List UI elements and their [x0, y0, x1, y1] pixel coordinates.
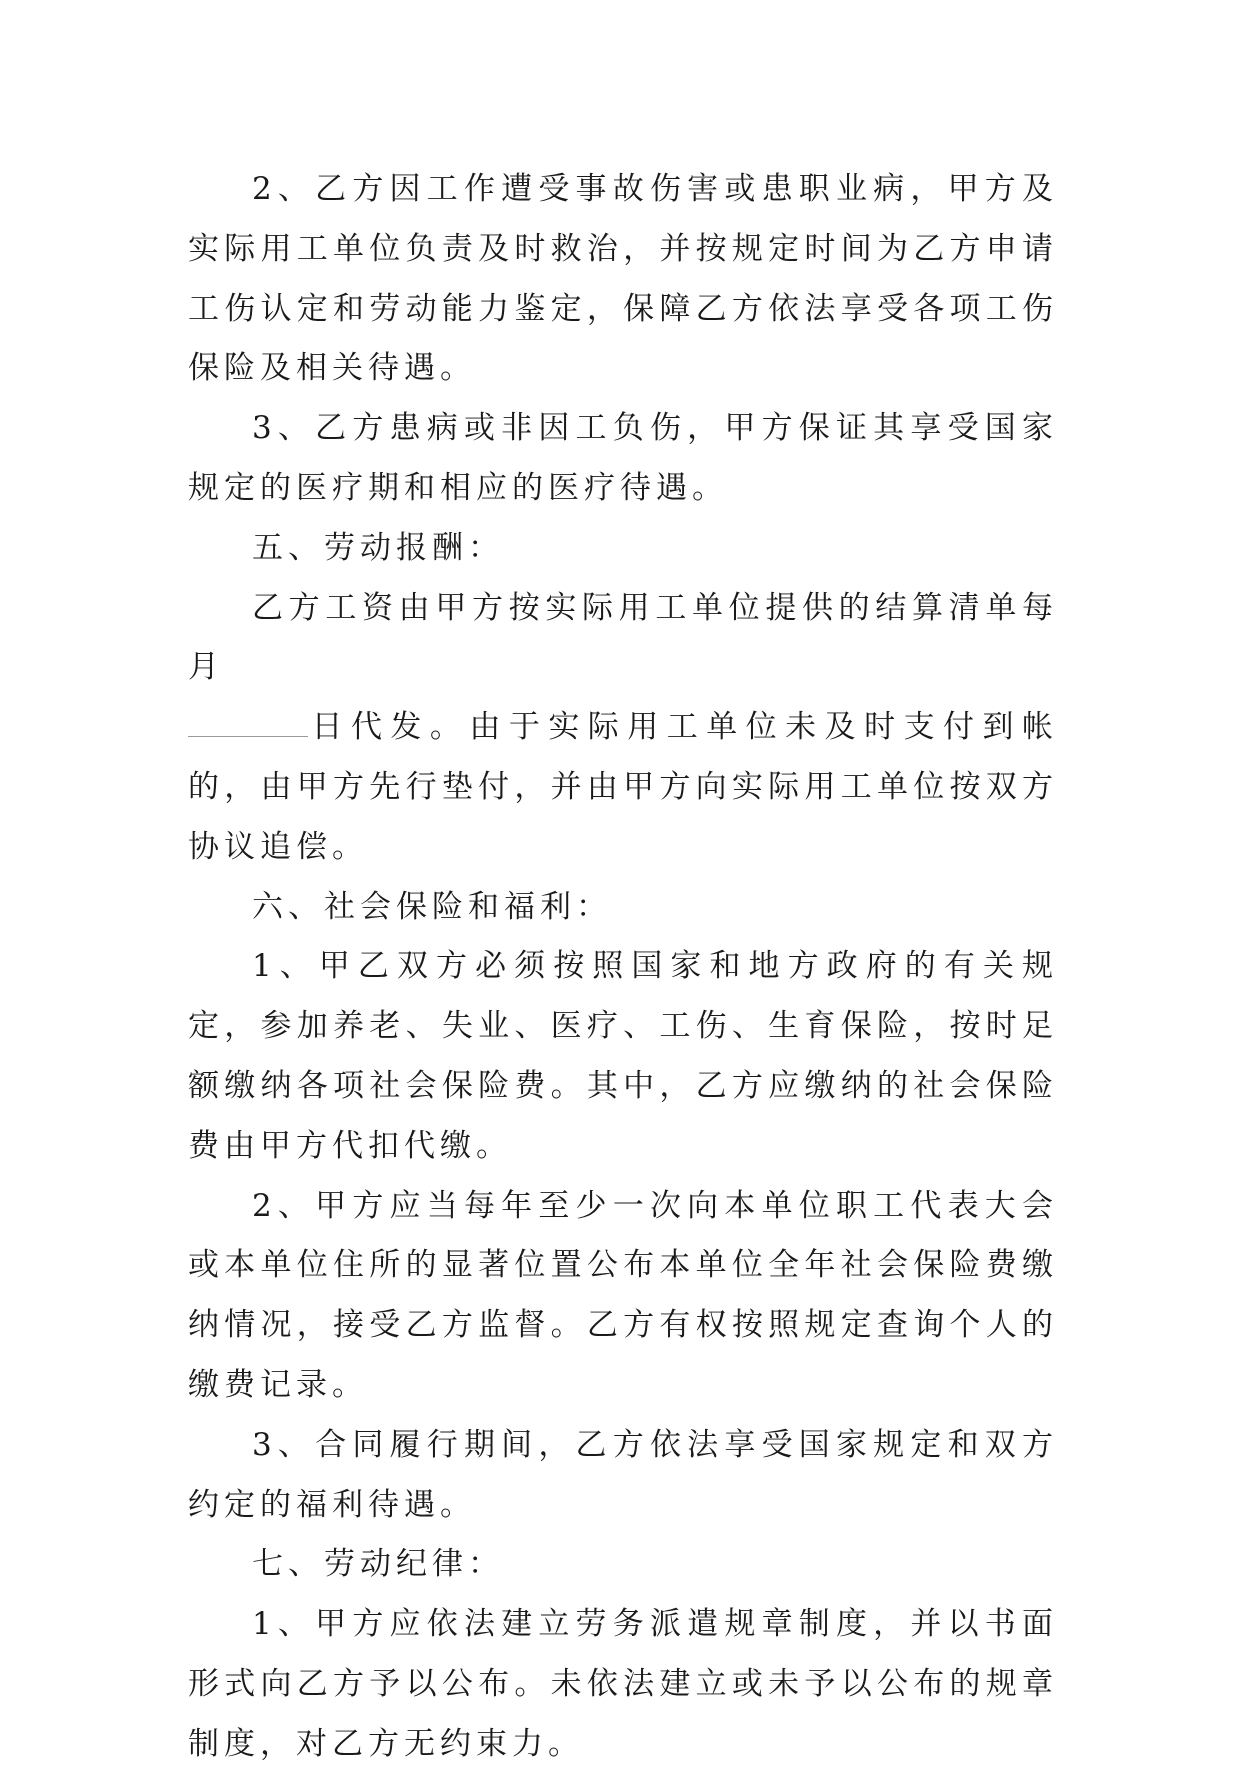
paragraph-welfare: 3、合同履行期间，乙方依法享受国家规定和双方约定的福利待遇。: [188, 1426, 1058, 1523]
paragraph-wage-payment: [188, 579, 1058, 878]
wage-payment-text-a: 乙方工资由甲方按实际用工单位提供的结算清单每月: [188, 589, 1058, 686]
paragraph-insurance-disclosure: 2、甲方应当每年至少一次向本单位职工代表大会或本单位住所的显著位置公布本单位全年社会保险费缴纳情况，接受乙方监督。乙方有权按照规定查询个人的缴费记录。: [188, 1187, 1058, 1403]
document-body: [188, 160, 1058, 1775]
wage-payment-text-b: 日代发。由于实际用工单位未及时支付到帐的，由甲方先行垫付，并由甲方向实际用工单位按双方协议追偿。: [188, 709, 1058, 865]
paragraph-insurance-contribution: 1、甲乙双方必须按照国家和地方政府的有关规定，参加养老、失业、医疗、工伤、生育保险，按时足额缴纳各项社会保险费。其中，乙方应缴纳的社会保险费由甲方代扣代缴。: [188, 948, 1058, 1164]
section-heading-remuneration: 五、劳动报酬：: [252, 529, 504, 566]
section-heading-labor-discipline: 七、劳动纪律：: [252, 1546, 504, 1583]
paragraph-illness-medical: 3、乙方患病或非因工负伤，甲方保证其享受国家规定的医疗期和相应的医疗待遇。: [188, 410, 1058, 506]
section-heading-social-insurance: 六、社会保险和福利：: [252, 888, 612, 925]
pay-day-blank: [188, 700, 308, 737]
paragraph-rules-publication: 1、甲方应依法建立劳务派遣规章制度，并以书面形式向乙方予以公布。未依法建立或未予以公布的规章制度，对乙方无约束力。: [188, 1606, 1058, 1762]
paragraph-injury-treatment: 2、乙方因工作遭受事故伤害或患职业病，甲方及实际用工单位负责及时救治，并按规定时间为乙方申请工伤认定和劳动能力鉴定，保障乙方依法享受各项工伤保险及相关待遇。: [188, 171, 1058, 387]
